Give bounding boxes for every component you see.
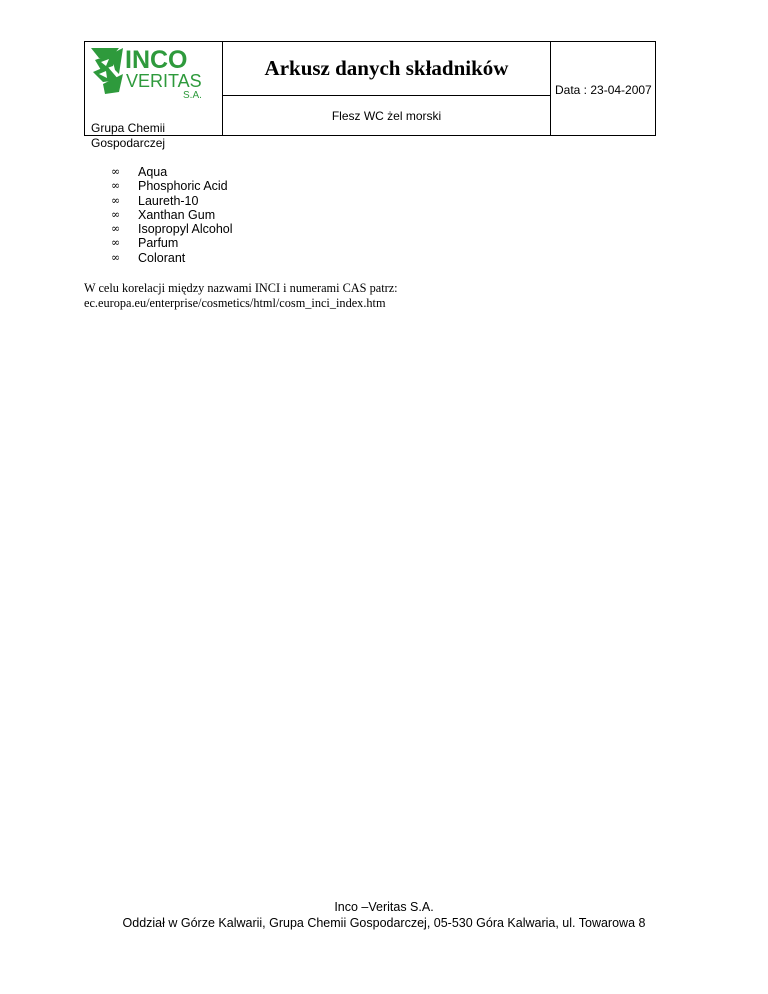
footer-company: Inco –Veritas S.A. [334, 900, 434, 914]
header-divider-middle [222, 95, 551, 96]
bullet-icon: ∞ [111, 222, 121, 236]
footer-address: Oddział w Górze Kalwarii, Grupa Chemii Gospodarczej, 05-530 Góra Kalwaria, ul. Towarowa 8 [122, 916, 646, 930]
bullet-icon: ∞ [111, 236, 121, 250]
ingredient-name: Isopropyl Alcohol [138, 222, 233, 237]
inci-cas-note [84, 281, 398, 311]
document-date: Data : 23-04-2007 [555, 83, 652, 97]
logo-brand-top: INCO [125, 46, 188, 74]
ingredient-name: Phosphoric Acid [138, 179, 228, 194]
company-line-1: Grupa Chemii [91, 121, 166, 135]
bullet-icon: ∞ [111, 250, 121, 264]
ingredient-name: Aqua [138, 165, 168, 179]
logo-brand-bottom: VERITAS [126, 71, 202, 91]
note-line-1: W celu korelacji między nazwami INCI i numerami CAS patrz: [84, 281, 398, 295]
company-group-name [91, 121, 165, 151]
logo-brand-suffix: S.A. [183, 90, 202, 98]
product-name: Flesz WC żel morski [331, 109, 442, 123]
company-logo [89, 44, 217, 98]
header-table [84, 41, 656, 150]
inco-veritas-logo-icon [89, 44, 217, 98]
ingredient-name: Colorant [138, 250, 186, 265]
bullet-icon: ∞ [111, 179, 121, 193]
bullet-icon: ∞ [111, 165, 121, 178]
bullet-icon: ∞ [111, 193, 121, 207]
header-divider-right [550, 42, 551, 135]
ingredient-name: Laureth-10 [138, 193, 199, 208]
company-line-2: Gospodarczej [91, 136, 166, 150]
ingredient-name: Xanthan Gum [138, 207, 216, 222]
document-title: Arkusz danych składników [264, 56, 509, 80]
bullet-icon: ∞ [111, 207, 121, 221]
ingredient-name: Parfum [138, 236, 179, 251]
note-link[interactable]: ec.europa.eu/enterprise/cosmetics/html/cosm_inci_index.htm [84, 296, 386, 310]
